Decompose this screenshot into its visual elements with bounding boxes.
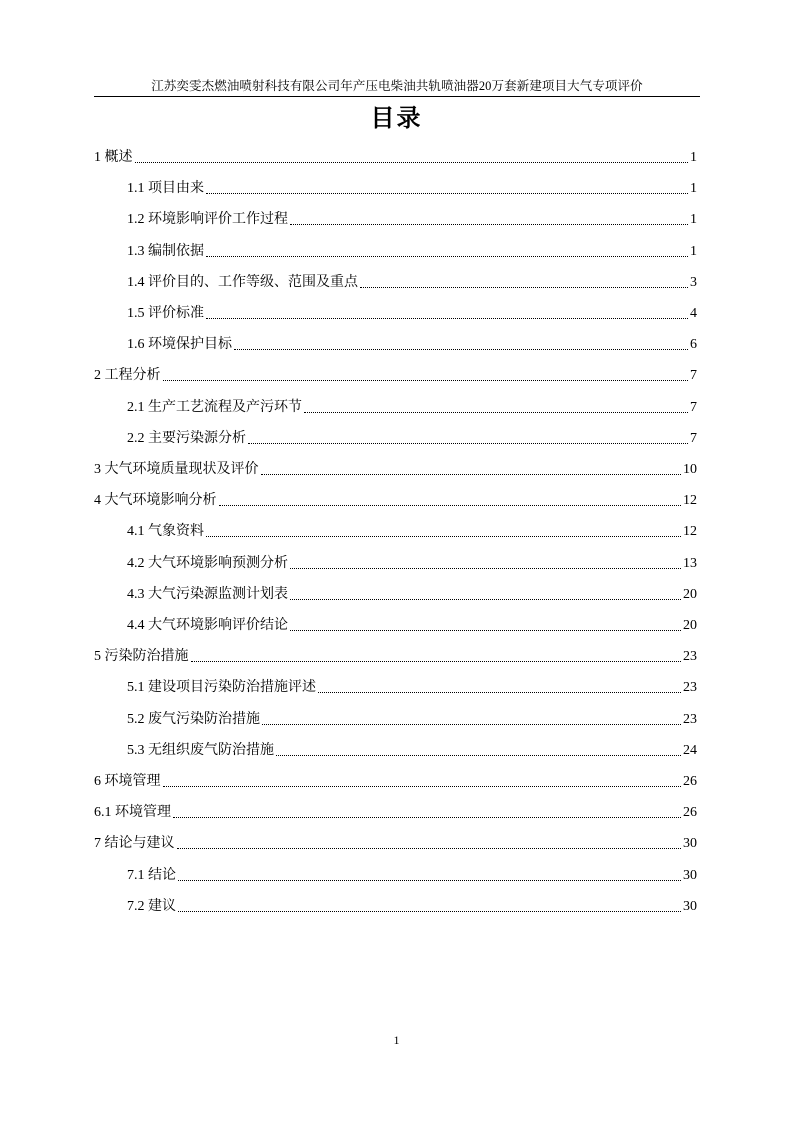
toc-entry-label: 2 工程分析 xyxy=(94,368,161,384)
toc-entry-page: 6 xyxy=(690,337,697,353)
toc-dot-leader xyxy=(163,786,682,787)
toc-entry-page: 24 xyxy=(683,742,697,758)
toc-entry[interactable] xyxy=(127,674,697,698)
toc-entry-label: 1.4 评价目的、工作等级、范围及重点 xyxy=(127,274,358,290)
toc-dot-leader xyxy=(206,318,688,319)
toc-entry[interactable] xyxy=(127,550,697,574)
toc-entry[interactable] xyxy=(94,799,697,823)
toc-entry-page: 23 xyxy=(683,680,697,696)
toc-entry[interactable] xyxy=(127,269,697,293)
toc-title: 目录 xyxy=(370,106,423,132)
toc-entry-page: 1 xyxy=(690,181,697,197)
toc-entry[interactable] xyxy=(94,830,697,854)
toc-dot-leader xyxy=(219,505,682,506)
toc-dot-leader xyxy=(318,692,681,693)
running-header: 江苏奕雯杰燃油喷射科技有限公司年产压电柴油共轨喷油器20万套新建项目大气专项评价 xyxy=(94,76,700,97)
page-number: 1 xyxy=(393,1033,400,1047)
toc-dot-leader xyxy=(290,599,681,600)
toc-entry-page: 20 xyxy=(683,586,697,602)
toc-entry-page: 4 xyxy=(690,306,697,321)
toc-dot-leader xyxy=(178,911,681,912)
toc-entry-label: 4.1 气象资料 xyxy=(127,524,204,540)
toc-entry-label: 5.3 无组织废气防治措施 xyxy=(127,742,274,758)
toc-entry-label: 4.2 大气环境影响预测分析 xyxy=(127,555,288,571)
toc-entry[interactable] xyxy=(127,238,697,262)
toc-entry-page: 26 xyxy=(683,774,697,789)
toc-entry-page: 23 xyxy=(683,711,697,727)
toc-entry-label: 6.1 环境管理 xyxy=(94,805,171,821)
toc-entry[interactable] xyxy=(127,394,697,418)
toc-dot-leader xyxy=(276,755,681,756)
toc-entry-label: 1.2 环境影响评价工作过程 xyxy=(127,212,288,228)
toc-entry[interactable] xyxy=(94,768,697,792)
toc-entry-label: 4.4 大气环境影响评价结论 xyxy=(127,618,288,633)
toc-entry[interactable] xyxy=(127,300,697,324)
toc-entry[interactable] xyxy=(127,612,697,636)
toc-entry-page: 12 xyxy=(683,493,697,509)
toc-dot-leader xyxy=(262,724,681,725)
toc-entry-label: 1.6 环境保护目标 xyxy=(127,337,232,353)
toc-dot-leader xyxy=(248,443,688,444)
toc-entry-label: 7 结论与建议 xyxy=(94,836,175,852)
toc-dot-leader xyxy=(206,536,681,537)
toc-entry-label: 1.3 编制依据 xyxy=(127,243,204,259)
toc-entry-page: 13 xyxy=(683,555,697,571)
toc-dot-leader xyxy=(206,256,688,257)
toc-entry-label: 4 大气环境影响分析 xyxy=(94,493,217,509)
toc-entry-page: 1 xyxy=(690,212,697,228)
toc-dot-leader xyxy=(360,287,688,288)
toc-entry-label: 5.2 废气污染防治措施 xyxy=(127,711,260,727)
toc-entry-page: 26 xyxy=(683,805,697,821)
toc-entry[interactable] xyxy=(127,862,697,886)
toc-entry-page: 12 xyxy=(683,524,697,540)
toc-entry[interactable] xyxy=(127,893,697,917)
toc-dot-leader xyxy=(290,568,681,569)
toc-entry-label: 5 污染防治措施 xyxy=(94,649,189,665)
toc-dot-leader xyxy=(304,412,688,413)
toc-entry-label: 4.3 大气污染源监测计划表 xyxy=(127,586,288,602)
toc-entry[interactable] xyxy=(94,144,697,168)
toc-entry-label: 1.1 项目由来 xyxy=(127,181,204,197)
toc-entry-label: 7.1 结论 xyxy=(127,867,176,883)
toc-entry-page: 7 xyxy=(690,399,697,415)
toc-entry-page: 20 xyxy=(683,618,697,633)
toc-dot-leader xyxy=(206,193,688,194)
toc-entry-label: 2.1 生产工艺流程及产污环节 xyxy=(127,399,302,415)
toc-entry[interactable] xyxy=(127,206,697,230)
toc-entry-page: 30 xyxy=(683,867,697,883)
toc-entry-page: 1 xyxy=(690,243,697,259)
toc-entry[interactable] xyxy=(127,581,697,605)
toc-entry-page: 30 xyxy=(683,898,697,914)
toc-entry-page: 30 xyxy=(683,836,697,852)
toc-dot-leader xyxy=(234,349,688,350)
toc-entry[interactable] xyxy=(94,643,697,667)
toc-entry-page: 10 xyxy=(683,462,697,477)
toc-entry-label: 6 环境管理 xyxy=(94,774,161,789)
toc-entry-page: 3 xyxy=(690,274,697,290)
toc-entry[interactable] xyxy=(127,331,697,355)
toc-entry[interactable] xyxy=(94,362,697,386)
toc-entry-label: 3 大气环境质量现状及评价 xyxy=(94,462,259,477)
toc-entry[interactable] xyxy=(94,487,697,511)
toc-entry-page: 7 xyxy=(690,430,697,446)
toc-entry-page: 7 xyxy=(690,368,697,384)
toc-dot-leader xyxy=(290,224,688,225)
toc-entry[interactable] xyxy=(127,706,697,730)
toc-entry-label: 7.2 建议 xyxy=(127,898,176,914)
toc-entry-label: 5.1 建设项目污染防治措施评述 xyxy=(127,680,316,696)
toc-dot-leader xyxy=(191,661,682,662)
toc-entry-label: 1.5 评价标准 xyxy=(127,306,204,321)
toc-dot-leader xyxy=(177,848,682,849)
toc-entry[interactable] xyxy=(94,456,697,480)
toc-entry-page: 1 xyxy=(690,150,697,165)
toc-dot-leader xyxy=(261,474,682,475)
toc-dot-leader xyxy=(163,380,689,381)
toc-dot-leader xyxy=(135,162,689,163)
toc-entry[interactable] xyxy=(127,518,697,542)
toc-entry[interactable] xyxy=(127,425,697,449)
toc-dot-leader xyxy=(178,880,681,881)
toc-dot-leader xyxy=(173,817,681,818)
toc-entry-label: 2.2 主要污染源分析 xyxy=(127,430,246,446)
toc-entry-label: 1 概述 xyxy=(94,150,133,165)
toc-entry[interactable] xyxy=(127,175,697,199)
toc-entry[interactable] xyxy=(127,737,697,761)
toc-entry-page: 23 xyxy=(683,649,697,665)
toc-dot-leader xyxy=(290,630,681,631)
